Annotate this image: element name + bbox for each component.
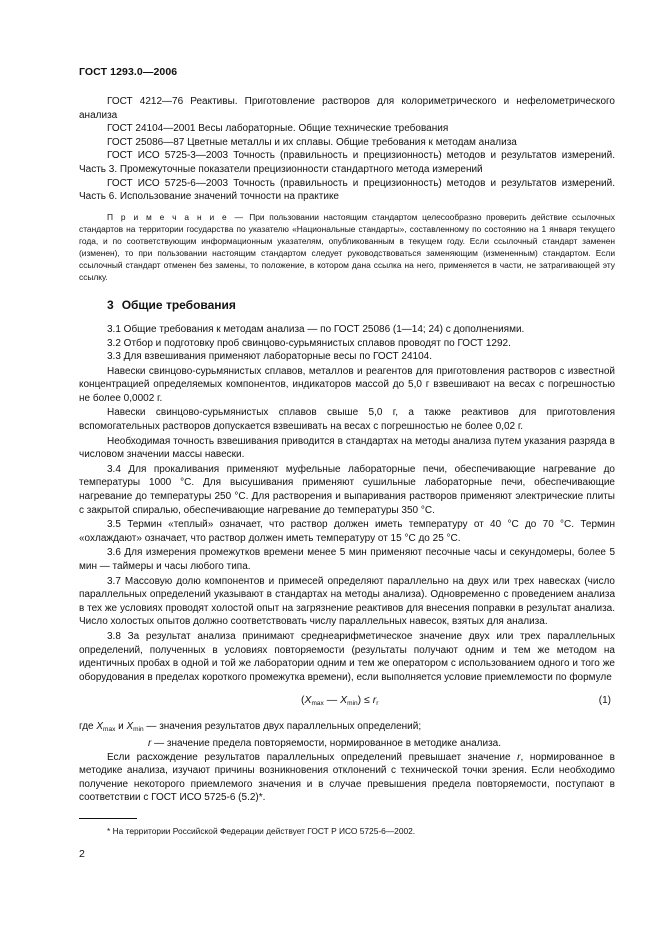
where-lead: где xyxy=(79,721,97,733)
paragraph-3-3: 3.3 Для взвешивания применяют лабораторные весы по ГОСТ 24104. xyxy=(107,351,432,363)
where-x: X xyxy=(126,721,134,733)
section-title: Общие требования xyxy=(121,298,236,313)
paragraph-3-3c: Необходимая точность взвешивания приводится в стандартах на методы анализа путем указания разряда в числовом значении массы навески. xyxy=(79,435,615,461)
footnote: * На территории Российской Федерации действует ГОСТ Р ИСО 5725-6—2002. xyxy=(107,826,416,836)
paragraph-3-1: 3.1 Общие требования к методам анализа — по ГОСТ 25086 (1—14; 24) с дополнениями. xyxy=(107,323,525,335)
formula-sub-min: min xyxy=(347,700,358,708)
paragraph-3-2: 3.2 Отбор и подготовку проб свинцово-сурьмянистых сплавов проводят по ГОСТ 1292. xyxy=(107,337,511,349)
where-line-1 xyxy=(79,720,615,737)
reference-item: ГОСТ 24104—2001 Весы лабораторные. Общие технические требования xyxy=(107,123,449,135)
formula-leq: ) ≤ xyxy=(357,694,373,707)
where-text-2: — значение предела повторяемости, нормированное в методике анализа. xyxy=(151,737,501,749)
footnote-divider xyxy=(79,818,137,819)
where-x: X xyxy=(96,721,104,733)
page-body xyxy=(79,95,615,805)
where-and: и xyxy=(115,721,127,733)
where-r: r xyxy=(148,737,152,749)
paragraph-3-7: 3.7 Массовую долю компонентов и примесей определяют параллельно на двух или трех навесках (число параллельных определений указывают в стандартах на методы анализа). Одновременно с проведением анализа в тех же условиях проводят холостой опыт на загрязнение реактивов для внесения поправки в результат анализа. Число холостых опытов должно соответствовать числу параллельных навесок, взятых для анализа. xyxy=(79,575,615,628)
formula-open: ( xyxy=(301,694,305,707)
reference-item: ГОСТ ИСО 5725-3—2003 Точность (правильность и прецизионность) методов и результатов измерений. Часть 3. Промежуточные показатели прецизионности стандартного метода измерений xyxy=(79,150,615,175)
paragraph-3-5: 3.5 Термин «теплый» означает, что раствор должен иметь температуру от 40 °С до 70 °С. Термин «охлаждают» означает, что раствор должен иметь температуру от 15 °С до 25 °С. xyxy=(79,519,615,544)
paragraph-3-8: 3.8 За результат анализа принимают среднеарифметическое значение двух или трех параллельных определений, полученных в условиях повторяемости (результаты получают одним и тем же методом на идентичных пробах в одной и той же лаборатории одним и тем же оператором с использованием одного и того же оборудования в пределах короткого промежутка времени), если выполняется условие приемлемости по формуле xyxy=(79,630,615,683)
note-text: При пользовании настоящим стандартом целесообразно проверить действие ссылочных стандартов на территории государства по указателю «Национальные стандарты», составленному по состоянию на 1 января текущего года, и по соответствующим информационным указателям, опубликованным в текущем году. Если ссылочный стандарт заменен (изменен), то при пользовании настоящим стандартом следует руководствоваться заменяющим (измененным) стандартом. Если ссылочный стандарт отменен без замены, то положение, в котором дана ссылка на него, применяется в части, не затрагивающей эту ссылку. xyxy=(79,211,615,283)
paragraph-3-6: 3.6 Для измерения промежутков времени менее 5 мин применяют песочные часы и секундомеры, более 5 мин — таймеры и часы любого типа. xyxy=(79,547,615,572)
where-text-1: — значения результатов двух параллельных определений; xyxy=(143,721,422,733)
section-heading xyxy=(107,299,615,313)
formula-x: X xyxy=(340,694,348,707)
formula-number: (1) xyxy=(598,695,611,707)
page-number: 2 xyxy=(79,848,85,860)
document-header: ГОСТ 1293.0—2006 xyxy=(79,66,178,78)
after-r: r xyxy=(517,751,521,763)
reference-item: ГОСТ ИСО 5725-6—2003 Точность (правильность и прецизионность) методов и результатов измерений. Часть 6. Использование значений точности на практике xyxy=(79,177,615,203)
formula-minus: — xyxy=(323,694,341,707)
paragraph-3-3a: Навески свинцово-сурьмянистых сплавов, металлов и реагентов для приготовления растворов с известной концентрацией определяемых компонентов, индикаторов массой до 5,0 г взвешивают на весах с погрешностью не более 0,0002 г. xyxy=(79,365,615,404)
where-sub-min: min xyxy=(133,726,144,734)
after-part-1: Если расхождение результатов параллельных определений превышает значение xyxy=(107,751,518,763)
formula-sub-r: r xyxy=(376,700,379,708)
note-block xyxy=(79,211,615,284)
where-sub-max: max xyxy=(103,726,116,734)
paragraph-3-4: 3.4 Для прокаливания применяют муфельные лабораторные печи, обеспечивающие нагревание до температуры 1000 °С. Для высушивания применяют сушильные лабораторные печи, обеспечивающие нагревание до температуры 250 °С. Для растворения и выпаривания растворов применяют электрические плиты с закрытой спиралью, обеспечивающие нагревание до температуры 350 °С. xyxy=(79,463,615,516)
paragraph-3-3b: Навески свинцово-сурьмянистых сплавов свыше 5,0 г, а также реактивов для приготовления вспомогательных растворов допускается взвешивать на весах с погрешностью не более 0,02 г. xyxy=(79,407,615,433)
formula-1 xyxy=(79,690,615,714)
paragraph-after-formula xyxy=(79,751,615,805)
formula-expression xyxy=(301,694,378,711)
reference-item: ГОСТ 25086—87 Цветные металлы и их сплавы. Общие требования к методам анализа xyxy=(107,136,517,148)
reference-item: ГОСТ 4212—76 Реактивы. Приготовление растворов для колориметрического и нефелометрического анализа xyxy=(79,96,615,121)
note-label: П р и м е ч а н и е — xyxy=(107,211,245,222)
where-line-2 xyxy=(79,737,615,751)
formula-r: r xyxy=(372,694,377,707)
formula-x: X xyxy=(304,694,312,707)
formula-sub-max: max xyxy=(311,700,324,708)
after-part-2: , нормированное в методике анализа, изучают причины возникновения отклонений с технической точки зрения. Если необходимо получение некоторого приемлемого значения и в случае превышения предела повторяемости, поступают в соответствии с ГОСТ ИСО 5725-6 (5.2)*. xyxy=(79,751,615,804)
section-number: 3 xyxy=(107,298,114,313)
